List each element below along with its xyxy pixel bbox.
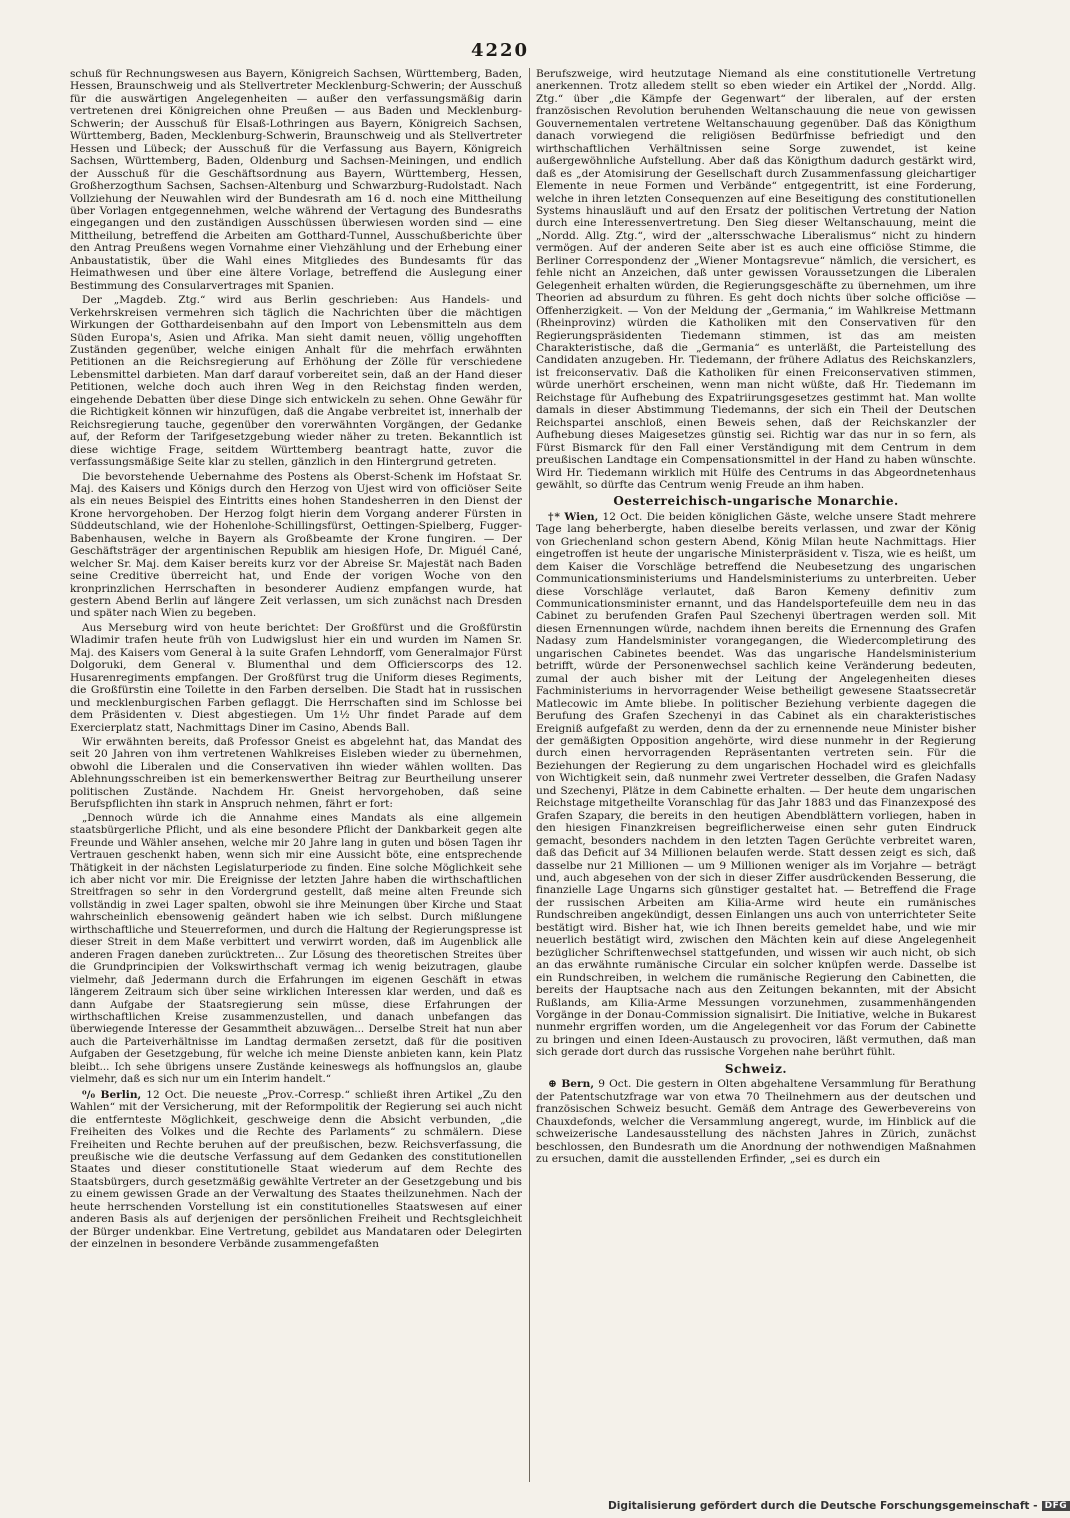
section-heading-austria-hungary: Oesterreichisch-ungarische Monarchie. — [613, 494, 899, 509]
paragraph: Der „Magdeb. Ztg.“ wird aus Berlin geschrieben: Aus Handels- und Verkehrskreisen vermehren sich täglich die Nachrichten über die mächtigen Wirkungen der Gotthardeisenbahn auf den Import von Lebensmitteln aus dem Süden Europa's, Asien und Afrika. Man sieht damit neuen, völlig ungehofften Zuständen gegenüber, welche einigen Anhalt für die mehrfach erwähnten Petitionen an die Reichsregierung auf Erhöhung der Zölle für verschiedene Lebensmittel darbieten. Man darf darauf vorbereitet sein, daß an der Hand dieser Petitionen, welche doch auch ihren Weg in den Reichstag finden werden, eingehende Debatten über diese Dinge sich entwickeln zu sehen. Ohne Gewähr für die Richtigkeit können wir hinzufügen, daß die Angabe verbreitet ist, innerhalb der Reichsregierung tauche, gegenüber den vorerwähnten Vorgängen, der Gedanke auf, der Reform der Tarifgesetzgebung wieder näher zu treten. Bekanntlich ist diese wichtige Frage, seitdem Württemberg beantragt hatte, zuvor die verfassungsmäßige Seite klar zu stellen, gänzlich in den Hintergrund getreten. — [70, 294, 522, 469]
article-text: 12 Oct. Die neueste „Prov.-Corresp.“ schließt ihren Artikel „Zu den Wahlen“ mit der Versicherung, mit der Reformpolitik der Regierung sei auch nicht die entfernteste Möglichkeit, geschweige denn die Absicht verbunden, „die Freiheiten des Volkes und die Rechte des Parlaments“ zu schmälern. Diese Freiheiten und Rechte beruhen auf der preußischen, bezw. Reichsverfassung, die preußische wie die deutsche Verfassung auf dem Gedanken des constitutionellen Staates und dieser constitutionelle Staat wiederum auf dem Rechte des Staatsbürgers, durch gesetzmäßig gewählte Vertreter an der Gesetzgebung und bis zu einem gewissen Grade an der Verwaltung des Staates theilzunehmen. Nach der heute herrschenden Vorstellung ist ein constitutionelles Staatswesen auf einer anderen Basis als auf derjenigen der persönlichen Freiheit und Rechtsgleichheit der Bürger undenkbar. Eine Vertretung, gebildet aus Mandataren oder Delegirten der einzelnen in besondere Verbände zusammengefaßten — [70, 1088, 522, 1251]
paragraph: schuß für Rechnungswesen aus Bayern, Königreich Sachsen, Württemberg, Baden, Hessen, Braunschweig und als Stellvertreter Mecklenburg-Schwerin; der Ausschuß für die auswärtigen Angelegenheiten — außer den verfassungsmäßig darin vertretenen drei Königreichen ohne Preußen — aus Baden und Mecklenburg-Schwerin; der Ausschuß für Elsaß-Lothringen aus Bayern, Königreich Sachsen, Württemberg, Baden, Mecklenburg-Schwerin, Braunschweig und als Stellvertreter Hessen und Lübeck; der Ausschuß für die Verfassung aus Bayern, Königreich Sachsen, Württemberg, Baden, Oldenburg und Sachsen-Meiningen, und endlich der Ausschuß für die Geschäftsordnung aus Bayern, Württemberg, Hessen, Großherzogthum Sachsen, Sachsen-Altenburg und Schwarzburg-Rudolstadt. Nach Vollziehung der Neuwahlen wird der Bundesrath am 16 d. noch eine Mittheilung über Vorlagen entgegennehmen, welche während der Vertagung des Bundesraths eingegangen und den zuständigen Ausschüssen überwiesen worden sind — eine Mittheilung, betreffend die Arbeiten am Gotthard-Tunnel, Ausschußberichte über den Antrag Preußens wegen Vornahme einer Viehzählung und der Erhebung einer Anbaustatistik, über die Wahl eines Mitgliedes des Bundesamts für das Heimathwesen und über eine ältere Vorlage, betreffend die Auslegung einer Bestimmung des Consularvertrages mit Spanien. — [70, 68, 522, 292]
article-text: 9 Oct. Die gestern in Olten abgehaltene Versammlung für Berathung der Patentschutzfrage war von etwa 70 Theilnehmern aus der deutschen und französischen Schweiz besucht. Gemäß dem Antrage des Gewerbevereins von Chauxdefonds, welcher die Versammlung angeregt, wurde, im Hinblick auf die schweizerische Landesausstellung des nächsten Jahres in Zürich, zunächst beschlossen, den Bundesrath um die Anordnung der nothwendigen Maßnahmen zu ersuchen, damit die ausstellenden Erfinder, „sei es durch ein — [536, 1078, 976, 1165]
left-column — [70, 68, 522, 1488]
dated-article — [536, 1078, 976, 1165]
dated-article — [536, 511, 976, 1059]
digitization-credit — [608, 1500, 1068, 1512]
credit-text: Digitalisierung gefördert durch die Deutsche Forschungsgemeinschaft - — [608, 1500, 1038, 1512]
dfg-logo: DFG — [1042, 1501, 1070, 1511]
section-heading-switzerland: Schweiz. — [724, 1061, 788, 1076]
article-text: 12 Oct. Die beiden königlichen Gäste, welche unsere Stadt mehrere Tage lang beherbergte, haben dieselbe bereits verlassen, und zwar der König von Griechenland schon gestern Abend, König Milan heute Nachmittags. Hier eingetroffen ist heute der ungarische Ministerpräsident v. Tisza, wie es heißt, um dem Kaiser die Vorschläge betreffend die Neubesetzung des ungarischen Communicationsministeriums und Handelsministeriums zu unterbreiten. Ueber diese Vorschläge verlautet, daß Baron Kemeny definitiv zum Communicationsminister ernannt, und das Handelsportefeuille dem neu in das Cabinet zu berufenden Grafen Paul Szechenyi übertragen werden soll. Mit diesen Ernennungen würde, nachdem ihnen bereits die Ernennung des Grafen Nadasy zum Handelsminister vorangegangen, die Wiedercompletirung des ungarischen Cabinetes beendet. Was das ungarische Handelsministerium betrifft, würde der Personenwechsel sachlich keine Veränderung bedeuten, zumal der auch bisher mit der Leitung der Angelegenheiten dieses Fachministeriums in hervorragender Weise betheiligt gewesene Staatssecretär Matlecowic im Amte bliebe. In politischer Beziehung verbiente dagegen die Berufung des Grafen Szechenyi in das Cabinet als ein charakteristisches Ereigniß aufgefaßt zu werden, denn da der zu ernennende neue Minister bisher der gemäßigten Opposition angehörte, wird diese nunmehr in der Regierung durch einen hervorragenden Repräsentanten vertreten sein. Für die Beziehungen der Regierung zu dem ungarischen Hochadel wird es gleichfalls von Wichtigkeit sein, daß nunmehr zwei Vertreter desselben, die Grafen Nadasy und Szechenyi, Plätze in dem Cabinette erhalten. — Der heute dem ungarischen Reichstage mitgetheilte Voranschlag für das Jahr 1883 und das Finanzexposé des Grafen Szapary, die bereits in den heutigen Abendblättern vorliegen, haben in den hiesigen Finanzkreisen begreiflicherweise einen sehr guten Eindruck gemacht, besonders nachdem in den letzten Tagen Gerüchte verbreitet waren, daß das Deficit auf 34 Millionen belaufen werde. Statt dessen zeigt es sich, daß dasselbe nur 21 Millionen — um 9 Millionen weniger als im Vorjahre — beträgt und, auch abgesehen von der sich in dieser Ziffer ausdrückenden Besserung, die finanzielle Lage Ungarns sich günstiger gestaltet hat. — Betreffend die Frage der russischen Arbeiten am Kilia-Arme wird heute ein rumänisches Rundschreiben angekündigt, dessen Einlangen uns auch von unterrichteter Seite bestätigt wird. Bisher hat, wie ich Ihnen bereits gemeldet habe, und wie mir neuerlich bestätigt wird, zwischen den Mächten kein auf diese Angelegenheit bezüglicher Schriftenwechsel stattgefunden, und wissen wir auch nicht, ob sich an das erwähnte rumänische Circular ein solcher knüpfen werde. Dasselbe ist ein Rundschreiben, in welchem die rumänische Regierung den Cabinetten, die bereits der Hauptsache nach aus den Zeitungen bekannten, mit der Absicht Rußlands, am Kilia-Arme Messungen vorzunehmen, zusammenhängenden Vorgänge in der Donau-Commission signalisirt. Die Initiative, welche in Bukarest nunmehr ergriffen worden, um die Angelegenheit vor das Forum der Cabinette zu bringen und einen Ideen-Austausch zu provociren, läßt vermuthen, daß man sich gerade dort durch das russische Vorgehen nahe berührt fühlt. — [536, 510, 976, 1059]
dateline: ⊕ Bern, — [548, 1078, 595, 1091]
paragraph: Berufszweige, wird heutzutage Niemand als eine constitutionelle Vertretung anerkennen. Trotz alledem stellt so eben wieder ein Artikel der „Nordd. Allg. Ztg.“ über „die Kämpfe der Gegenwart“ der liberalen, auf der ersten französischen Revolution beruhenden Weltanschauung die neue von gewissen Gouvernementalen vertretene Weltanschauung gegenüber. Daß das Königthum danach vorwiegend die religiösen Bedürfnisse befriedigt und den wirthschaftlichen Verhältnissen seine Sorge zuwendet, ist keine außergewöhnliche Aufstellung. Aber daß das Königthum dadurch gestärkt wird, daß es „der Atomisirung der Gesellschaft durch Zusammenfassung gleichartiger Elemente in neue Formen und Verbände“ entgegentritt, ist eine Forderung, welche in ihren letzten Consequenzen auf eine Beseitigung des constitutionellen Systems hinausläuft und auf den Ersatz der politischen Vertretung der Nation durch eine Interessenvertretung. Den Sieg dieser Weltanschauung, meint die „Nordd. Allg. Ztg.“, wird der „altersschwache Liberalismus“ nicht zu hindern vermögen. Auf der anderen Seite aber ist es auch eine officiöse Stimme, die Berliner Correspondenz der „Wiener Montagsrevue“ nämlich, die versichert, es fehle nicht an Anzeichen, daß unter gewissen Voraussetzungen die Liberalen Gelegenheit erhalten würden, die Regierungsgeschäfte zu übernehmen, um ihre Theorien ad absurdum zu führen. Es geht doch nichts über solche officiöse — Offenherzigkeit. — Von der Meldung der „Germania,“ im Wahlkreise Mettmann (Rheinprovinz) würden die Katholiken mit den Conservativen für den Regierungspräsidenten Tiedemann stimmen, ist das am meisten Charakteristische, daß die „Germania“ es unterläßt, die Parteistellung des Candidaten anzugeben. Hr. Tiedemann, der frühere Adlatus des Reichskanzlers, ist freiconservativ. Daß die Katholiken für einen Freiconservativen stimmen, würde unerhört erscheinen, wenn man nicht wüßte, daß Hr. Tiedemann im Reichstage für Aufhebung des Expatriirungsgesetzes gestimmt hat. Man wollte damals in dieser Abstimmung Tiedemanns, der sich ein Theil der Deutschen Reichspartei anschloß, einen Beweis sehen, daß der Reichskanzler der Aufhebung dieses Maigesetzes günstig sei. Richtig war das nur in so fern, als Fürst Bismarck für den Fall einer Verständigung mit dem Centrum in dem preußischen Landtage ein Compensationsmittel in der Hand zu haben wünschte. Wird Hr. Tiedemann wirklich mit Hülfe des Centrums in das Abgeordnetenhaus gewählt, so dürfte das Centrum wenig Freude an ihm haben. — [536, 68, 976, 491]
paragraph: Die bevorstehende Uebernahme des Postens als Oberst-Schenk im Hofstaat Sr. Maj. des Kaisers und Königs durch den Herzog von Ujest wird von officiöser Seite als ein neues Beispiel des Eintritts eines hohen Standesherren in den Dienst der Krone hervorgehoben. Der Herzog folgt hierin dem Vorgang anderer Fürsten in Süddeutschland, wie der Hohenlohe-Schillingsfürst, Oettingen-Spielberg, Fugger-Babenhausen, welche in Bayern als Großbeamte der Krone fungiren. — Der Geschäftsträger der argentinischen Republik am hiesigen Hofe, Dr. Miguél Cané, welcher Sr. Maj. dem Kaiser bereits kurz vor der Abreise Sr. Majestät nach Baden seine Creditive überreicht hat, und Ende der vorigen Woche von den kronprinzlichen Herrschaften in besonderer Audienz empfangen wurde, hat gestern Abend Berlin auf längere Zeit verlassen, um sich zunächst nach Dresden und später nach Wien zu begeben. — [70, 470, 522, 620]
dateline: †* Wien, — [548, 510, 599, 523]
dateline: ⁰/₀ Berlin, — [82, 1088, 142, 1101]
dated-article — [70, 1089, 522, 1251]
paragraph: Wir erwähnten bereits, daß Professor Gneist es abgelehnt hat, das Mandat des seit 20 Jahren von ihm vertretenen Wahlkreises Eisleben wieder zu übernehmen, obwohl die Liberalen und die Conservativen ihn wieder wählen wollten. Das Ablehnungsschreiben ist ein bemerkenswerther Beitrag zur Beurtheilung unserer politischen Zustände. Nachdem Hr. Gneist hervorgehoben, daß seine Berufspflichten ihn stark in Anspruch nehmen, fährt er fort: — [70, 736, 522, 811]
right-column — [536, 68, 976, 1488]
page-number: 4220 — [470, 40, 530, 61]
quoted-letter: „Dennoch würde ich die Annahme eines Mandats als eine allgemein staatsbürgerliche Pflicht, und als eine besondere Pflicht der Dankbarkeit gegen alte Freunde und Wähler ansehen, welche mir 20 Jahre lang in guten und bösen Tagen ihr Vertrauen geschenkt haben, wenn sich mir eine Aussicht böte, eine entsprechende Thätigkeit in der nächsten Legislaturperiode zu finden. Eine solche Möglichkeit sehe ich aber nicht vor mir. Die Ereignisse der letzten Jahre haben die wirthschaftlichen Streitfragen so sehr in den Vordergrund gestellt, daß meine alten Freunde sich vollständig in zwei Lager spalten, obwohl sie ihre Meinungen über Kirche und Staat wahrscheinlich ebensowenig geändert haben wie ich selbst. Durch mißlungene wirthschaftliche und Steuerreformen, und durch die Haltung der Regierungspresse ist dieser Streit in dem Maße verbittert und verwirrt worden, daß im Augenblick alle anderen Fragen daneben zurücktreten... Zur Lösung des theoretischen Streites über die Grundprincipien der Volkswirthschaft vermag ich wenig beizutragen, glaube vielmehr, daß Jedermann durch die Erfahrungen im eigenen Geschäft in etwas längerem Zeitraum sich über seine wirklichen Interessen klar werden, und daß es dann Aufgabe der Staatsregierung sein müsse, diese Erfahrungen der wirthschaftlichen Kreise zusammenzustellen, und danach unbefangen das überwiegende Interesse der Gesammtheit abzuwägen... Derselbe Streit hat nun aber auch die Parteiverhältnisse im Landtag dermaßen zersetzt, daß für die positiven Aufgaben der Gesetzgebung, für welche ich meine Dienste anbieten kann, kein Platz bleibt... Ich sehe übrigens unsere Zustände keineswegs als hoffnungslos an, glaube vielmehr, daß es sich nur um ein Interim handelt.“ — [70, 812, 522, 1086]
paragraph: Aus Merseburg wird von heute berichtet: Der Großfürst und die Großfürstin Wladimir trafen heute früh von Ludwigslust hier ein und wurden im Namen Sr. Maj. des Kaisers vom General à la suite Grafen Lehndorff, vom Generalmajor Fürst Dolgoruki, dem General v. Blumenthal und dem Officierscorps des 12. Husarenregiments empfangen. Der Großfürst trug die Uniform dieses Regiments, die Großfürstin eine Toilette in den Farben derselben. Die Stadt hat in russischen und mecklenburgischen Farben geflaggt. Die Herrschaften sind im Schlosse bei dem Präsidenten v. Diest abgestiegen. Um 1½ Uhr findet Parade auf dem Exercierplatz statt, Nachmittags Diner im Casino, Abends Ball. — [70, 621, 522, 734]
column-divider — [529, 68, 530, 1482]
